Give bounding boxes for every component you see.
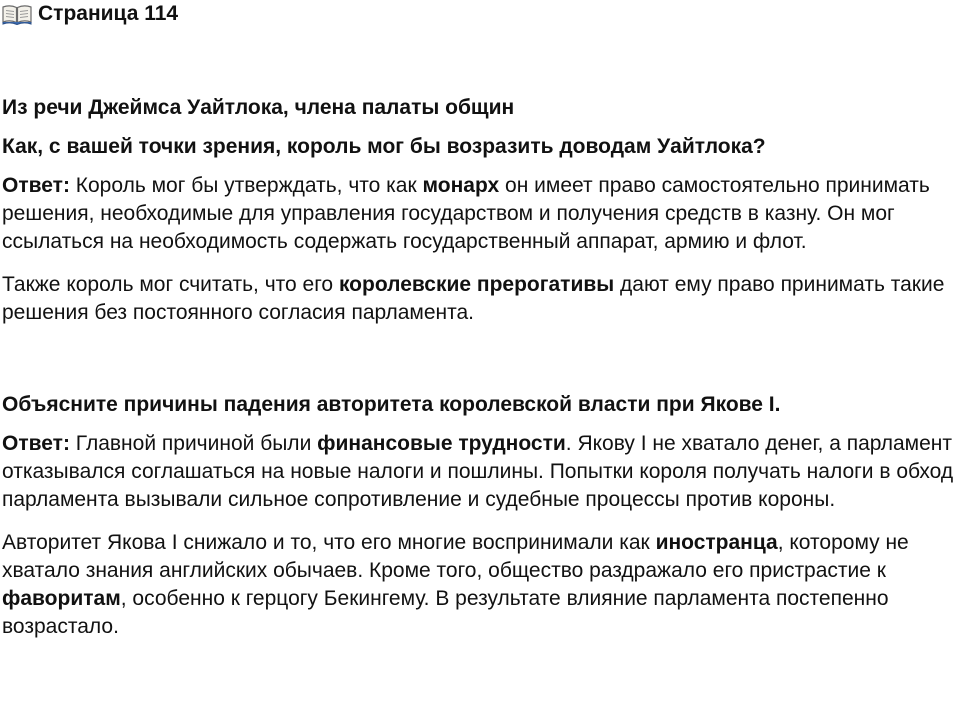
section1-heading: Из речи Джеймса Уайтлока, члена палаты общин [2, 96, 515, 119]
section1-answer [2, 172, 956, 256]
paragraph-text: , особенно к герцогу Бекингему. В результате влияние парламента постепенно возрастало. [2, 587, 889, 638]
answer-text: Главной причиной были [69, 432, 318, 455]
answer-emphasis: финансовые трудности [317, 432, 566, 455]
answer-emphasis: монарх [422, 174, 500, 197]
page-title [2, 0, 956, 28]
paragraph-emphasis: фаворитам [2, 587, 121, 610]
paragraph-text: , которому не хватало знания английских обычаев. Кроме того, общество раздражало его пристрастие к [2, 531, 909, 582]
section2-question: Объясните причины падения авторитета королевской власти при Якове I. [2, 393, 781, 416]
open-book-icon [2, 3, 32, 25]
paragraph-emphasis: королевские прерогативы [338, 273, 615, 296]
section1-paragraph-2 [2, 271, 956, 327]
paragraph-text: дают ему право принимать такие решения без постоянного согласия парламента. [2, 273, 945, 324]
answer-label: Ответ: [2, 432, 70, 455]
answer-text: Король мог бы утверждать, что как [69, 174, 423, 197]
section1-question: Как, с вашей точки зрения, король мог бы возразить доводам Уайтлока? [2, 135, 766, 158]
answer-text: он имеет право самостоятельно принимать решения, необходимые для управления государством и получения средств в казну. Он мог ссылаться на необходимость содержать государственный аппарат, армию и флот. [2, 174, 930, 253]
paragraph-text: Также король мог считать, что его [2, 273, 339, 296]
paragraph-text: Авторитет Якова I снижало и то, что его многие воспринимали как [2, 531, 656, 554]
page-title-text: Страница 114 [38, 2, 179, 25]
section2-paragraph-2 [2, 529, 956, 641]
paragraph-emphasis: иностранца [655, 531, 778, 554]
section2-answer [2, 430, 956, 514]
answer-label: Ответ: [2, 174, 70, 197]
answer-text: . Якову I не хватало денег, а парламент отказывался соглашаться на новые налоги и пошлины. Попытки короля получать налоги в обход парламента вызывали сильное сопротивление и судебные процессы против короны. [2, 432, 954, 511]
